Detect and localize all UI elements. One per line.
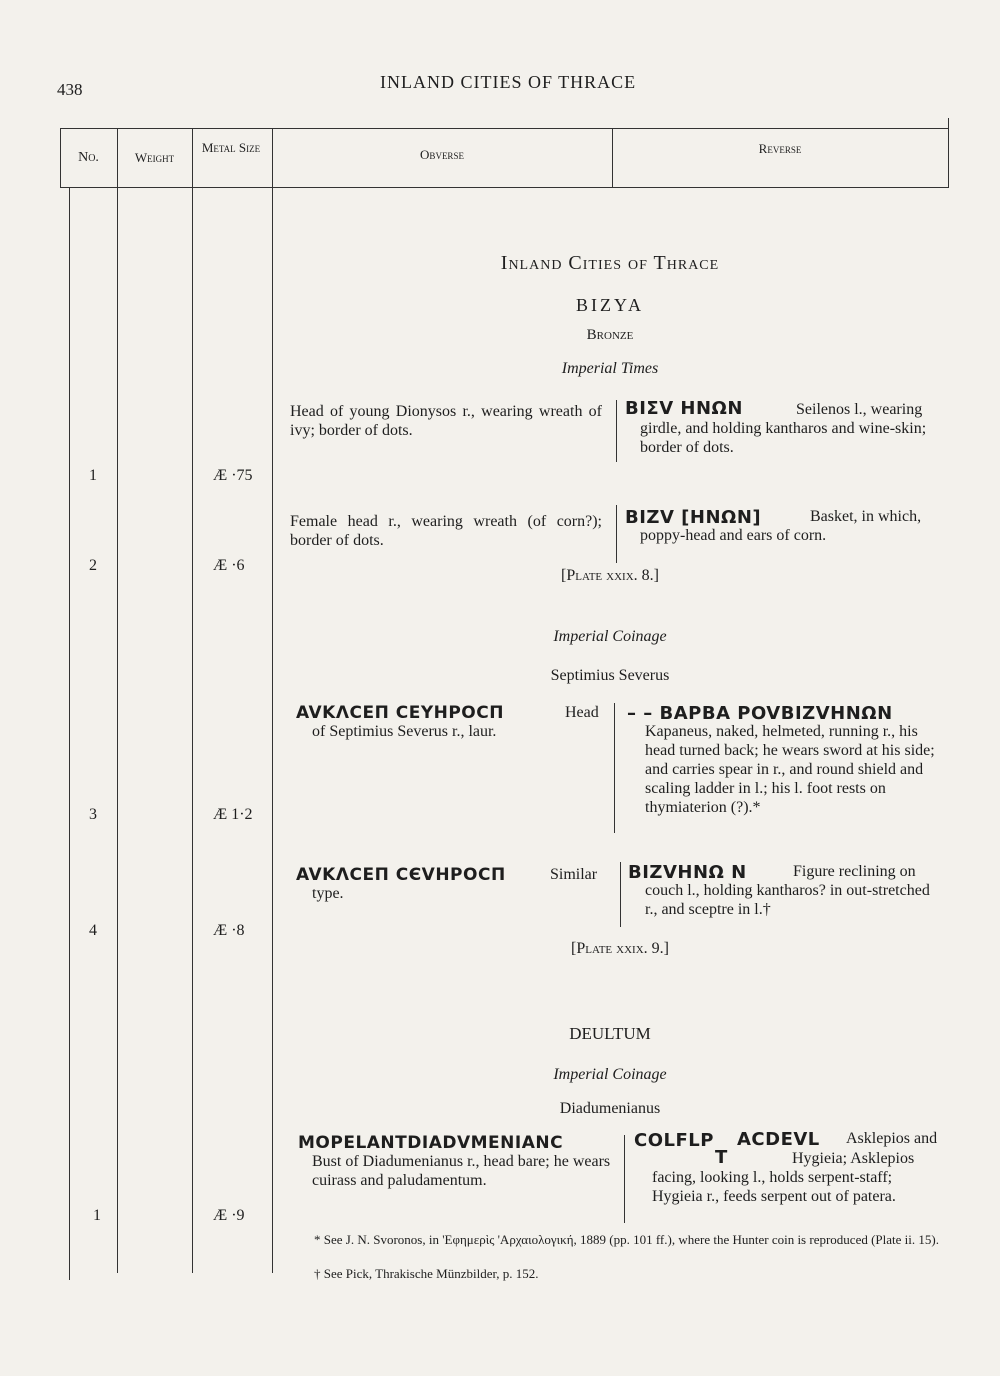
table-right-border xyxy=(948,118,949,188)
entry-2-reverse-legend: BIZV [HNΩN] xyxy=(625,507,762,528)
entry-4-obverse-similar: Similar xyxy=(550,866,598,883)
section-imperial-coinage-2: Imperial Coinage xyxy=(553,1066,667,1083)
running-head: INLAND CITIES OF THRACE xyxy=(380,72,637,92)
footnote-1: * See J. N. Svoronos, in 'Εφημερὶς 'Αρχαιολογική, 1889 (pp. 101 ff.), where the Hunter coin is reproduced (Plate ii. 15). xyxy=(314,1232,939,1247)
section-main-title: Inland Cities of Thrace xyxy=(500,252,720,274)
entry-1-divider xyxy=(616,400,617,462)
entry-5-divider xyxy=(624,1135,625,1223)
section-deultum: DEULTUM xyxy=(569,1024,651,1043)
entry-1-obverse: Head of young Dionysos r., wearing wreath of ivy; border of dots. xyxy=(290,403,602,439)
entry-1-number: 1 xyxy=(89,467,97,484)
page-number: 438 xyxy=(57,80,83,99)
entry-2-number: 2 xyxy=(89,557,97,574)
entry-3-obverse-legend: AVKΛCΕΠ CΕYHPOCΠ xyxy=(296,703,504,723)
entry-1-metal: Æ ·75 xyxy=(213,467,253,484)
header-metal-size: Metal Size xyxy=(201,140,261,155)
column-divider-weight xyxy=(192,128,193,1273)
entry-2-reverse-text: Basket, in which, poppy-head and ears of corn. xyxy=(640,508,922,544)
section-imperial-times: Imperial Times xyxy=(561,360,659,377)
footnote-2: † See Pick, Thrakische Münzbilder, p. 152. xyxy=(314,1266,539,1281)
entry-5-obverse-legend: MOPELANTDIADVMENIANC xyxy=(298,1133,564,1153)
entry-4-obverse-legend: AVKΛCΕΠ CЄVHPOCΠ xyxy=(296,865,506,885)
entry-2-divider xyxy=(616,505,617,563)
entry-5-reverse-text-b: Hygieia; Asklepios facing, looking l., holds serpent-staff; Hygieia r., feeds serpent out of patera. xyxy=(652,1150,915,1205)
section-bronze: Bronze xyxy=(586,327,634,343)
entry-5-reverse-legend-1: COLFLP xyxy=(634,1130,714,1151)
entry-4-divider xyxy=(620,862,621,927)
entry-5-obverse-text: Bust of Diadumenianus r., head bare; he wears cuirass and paludamentum. xyxy=(312,1153,611,1189)
entry-4-reverse-legend: BIZVHNΩ N xyxy=(628,862,747,883)
entry-5-metal: Æ ·9 xyxy=(213,1207,245,1224)
entry-3-divider xyxy=(614,703,615,833)
entry-3-metal: Æ 1·2 xyxy=(213,806,253,823)
entry-4-number: 4 xyxy=(89,922,97,939)
entry-4-obverse-text: type. xyxy=(312,885,344,902)
column-divider-metal xyxy=(272,128,273,1273)
entry-3-number: 3 xyxy=(89,806,97,823)
header-weight: Weight xyxy=(134,150,175,165)
column-divider-obverse xyxy=(612,128,613,188)
entry-2-obverse: Female head r., wearing wreath (of corn?); border of dots. xyxy=(290,513,602,549)
entry-5-reverse-legend-t: T xyxy=(715,1147,728,1168)
column-divider-no xyxy=(117,128,118,1273)
header-no: No. xyxy=(78,150,99,165)
section-septimius: Septimius Severus xyxy=(550,667,670,684)
entry-3-reverse-legend: – – BAPBA POVBIZVHNΩN xyxy=(627,703,893,724)
entry-4-metal: Æ ·8 xyxy=(213,922,245,939)
entry-1-reverse-text: Seilenos l., wearing girdle, and holding kantharos and wine-skin; border of dots. xyxy=(640,401,927,456)
table-header-rule xyxy=(60,187,948,188)
entry-5-number: 1 xyxy=(93,1207,101,1224)
entry-5-reverse-legend-2: ACDEVL xyxy=(737,1129,820,1150)
entry-4-reverse-text: Figure reclining on couch l., holding kantharos? in out-stretched r., and sceptre in l.† xyxy=(645,863,930,918)
entry-3-obverse-text: of Septimius Severus r., laur. xyxy=(312,723,497,740)
entry-2-metal: Æ ·6 xyxy=(213,557,245,574)
entry-1-reverse-legend: BIΣV HNΩN xyxy=(625,398,743,419)
column-edge-left xyxy=(69,188,70,1280)
plate-reference-1: [Plate xxix. 8.] xyxy=(561,567,659,584)
entry-3-obverse-head: Head xyxy=(565,704,599,721)
header-reverse: Reverse xyxy=(758,141,802,156)
entry-5-reverse-text-a: Asklepios and xyxy=(846,1130,938,1147)
section-bizya: BIZYA xyxy=(576,295,644,315)
table-top-rule xyxy=(60,128,948,129)
section-diadumenianus: Diadumenianus xyxy=(559,1100,661,1117)
plate-reference-2: [Plate xxix. 9.] xyxy=(571,940,669,957)
header-obverse: Obverse xyxy=(420,147,464,162)
entry-3-reverse-text: Kapaneus, naked, helmeted, running r., his head turned back; he wears sword at his side; and carries spear in r., and round shield and scaling ladder in l.; his l. foot rests on thymiaterion (?).* xyxy=(645,723,935,816)
section-imperial-coinage-1: Imperial Coinage xyxy=(553,628,667,645)
